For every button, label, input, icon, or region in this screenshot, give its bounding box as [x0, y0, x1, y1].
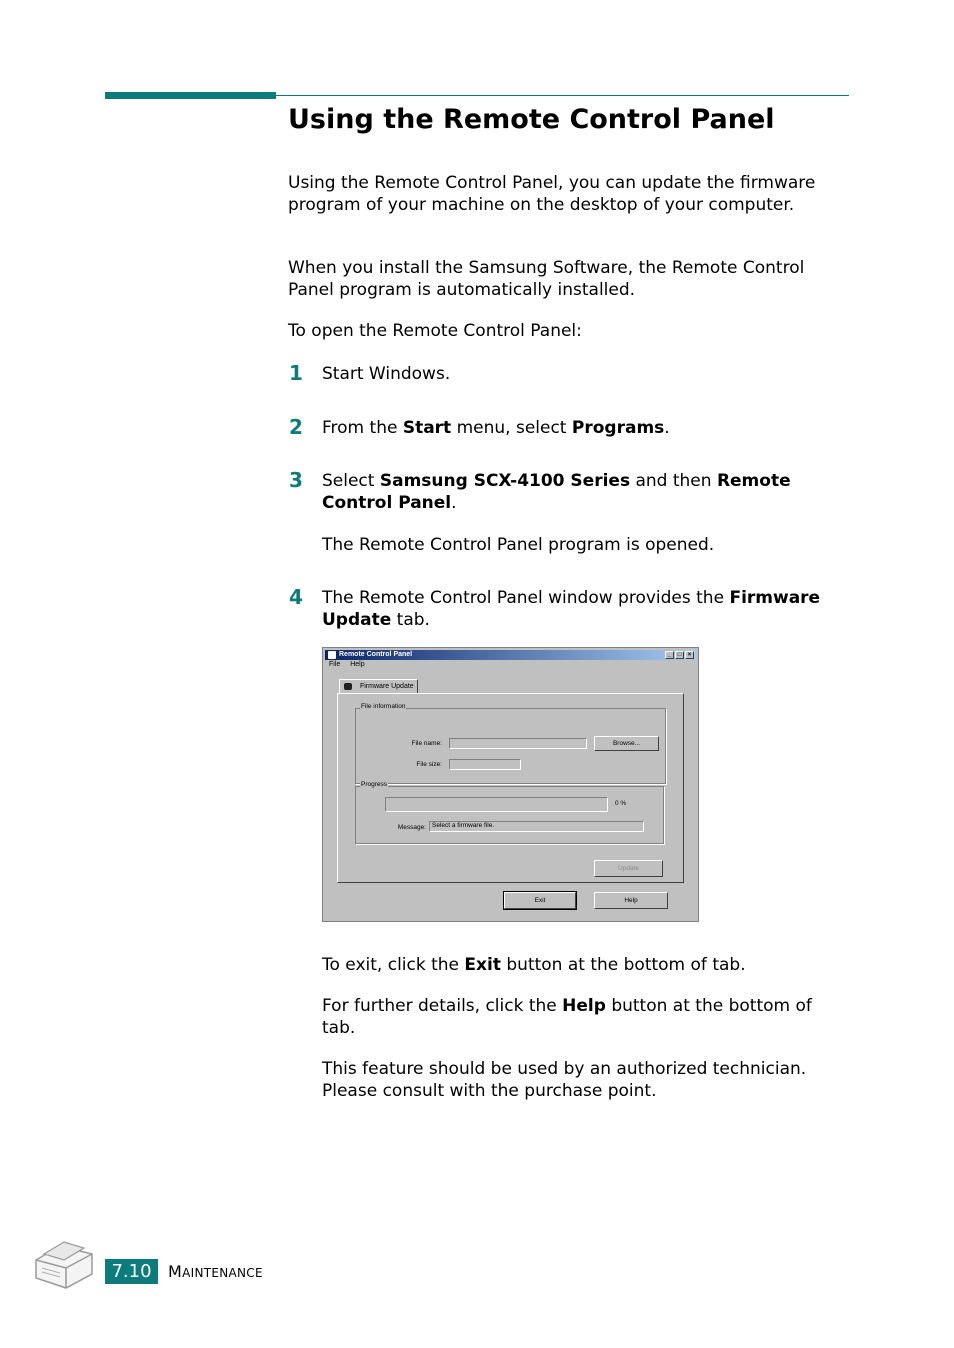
header-rule-thin [276, 95, 849, 96]
after-paragraph-3: This feature should be used by an authorized technician. Please consult with the purchase point. [322, 1059, 807, 1101]
intro-paragraph-3: To open the Remote Control Panel: [288, 321, 582, 341]
progress-percent: 0 % [615, 800, 627, 807]
printer-icon [30, 1234, 98, 1292]
close-icon[interactable]: × [685, 651, 694, 659]
after-paragraph-2 [322, 995, 848, 1039]
after-2-help: Help [562, 996, 606, 1016]
step-3-note: The Remote Control Panel program is opened. [322, 535, 715, 555]
after-2-a: For further details, click the [322, 996, 563, 1016]
menu-bar [329, 661, 373, 668]
window-title: Remote Control Panel [339, 651, 413, 658]
exit-button[interactable] [504, 892, 576, 909]
page-title: Using the Remote Control Panel [288, 104, 775, 135]
step-text-2 [322, 417, 848, 439]
after-1-b: button at the bottom of tab. [500, 955, 746, 975]
step-2-period: . [664, 418, 670, 438]
step-2-start: Start [402, 418, 452, 438]
progress-bar [385, 797, 608, 812]
intro-paragraph-1: Using the Remote Control Panel, you can update the firmware program of your machine on the desktop of your computer. [288, 173, 816, 215]
help-button[interactable] [594, 892, 668, 909]
window-titlebar [325, 650, 696, 660]
file-size-field [449, 759, 521, 770]
progress-group [355, 781, 664, 844]
exit-label: Exit [534, 897, 546, 904]
section-rest: AINTENANCE [182, 1266, 263, 1280]
page-number: 7.10 [105, 1259, 158, 1284]
step-text-1 [322, 363, 848, 385]
step-4-text-b: tab. [391, 610, 430, 630]
step-3-rcp: Remote Control Panel [322, 471, 791, 513]
menu-file[interactable]: File [329, 661, 341, 668]
tab-firmware-update[interactable] [339, 679, 418, 694]
step-text-4 [322, 587, 848, 631]
step-1-text: Start Windows. [322, 364, 451, 384]
app-icon [328, 651, 336, 659]
tab-panel [337, 693, 684, 883]
tab-label: Firmware Update [360, 683, 414, 690]
section-name [168, 1262, 263, 1281]
progress-label: Progress [361, 781, 388, 788]
step-2-text-b: menu, select [451, 418, 572, 438]
message-field: Select a firmware file. [429, 821, 644, 832]
step-2-programs: Programs [571, 418, 665, 438]
step-3-period: . [451, 493, 457, 513]
intro-paragraph-2: When you install the Samsung Software, the Remote Control Panel program is automatically installed. [288, 258, 805, 300]
remote-control-panel-window [322, 647, 699, 922]
step-number-4: 4 [289, 585, 303, 609]
maximize-icon[interactable]: □ [675, 651, 684, 659]
update-button[interactable]: Update [594, 860, 663, 877]
step-4-firmware: Firmware Update [322, 588, 821, 630]
after-2-b: button at the bottom of tab. [322, 996, 812, 1038]
step-number-2: 2 [289, 415, 303, 439]
step-3-text-b: and then [630, 471, 717, 491]
section-initial: M [168, 1262, 183, 1281]
step-3-model: Samsung SCX-4100 Series [379, 471, 631, 491]
after-paragraph-1 [322, 954, 848, 976]
file-name-label: File name: [411, 740, 442, 747]
step-number-3: 3 [289, 468, 303, 492]
file-size-label: File size: [416, 761, 442, 768]
menu-help[interactable]: Help [350, 661, 365, 668]
file-name-field[interactable] [449, 738, 587, 749]
header-rule-thick [105, 92, 276, 99]
after-1-exit: Exit [464, 955, 501, 975]
step-number-1: 1 [289, 361, 303, 385]
help-label: Help [624, 897, 638, 904]
minimize-icon[interactable]: _ [665, 651, 674, 659]
step-2-text-a: From the [322, 418, 403, 438]
firmware-icon [344, 683, 352, 690]
browse-button[interactable]: Browse... [594, 736, 659, 751]
step-4-text-a: The Remote Control Panel window provides the [322, 588, 730, 608]
step-3-text-a: Select [322, 471, 380, 491]
after-1-a: To exit, click the [322, 955, 465, 975]
file-information-label: File information [361, 703, 406, 710]
file-information-group [355, 703, 666, 784]
message-label: Message: [397, 824, 426, 831]
step-text-3 [322, 470, 848, 514]
